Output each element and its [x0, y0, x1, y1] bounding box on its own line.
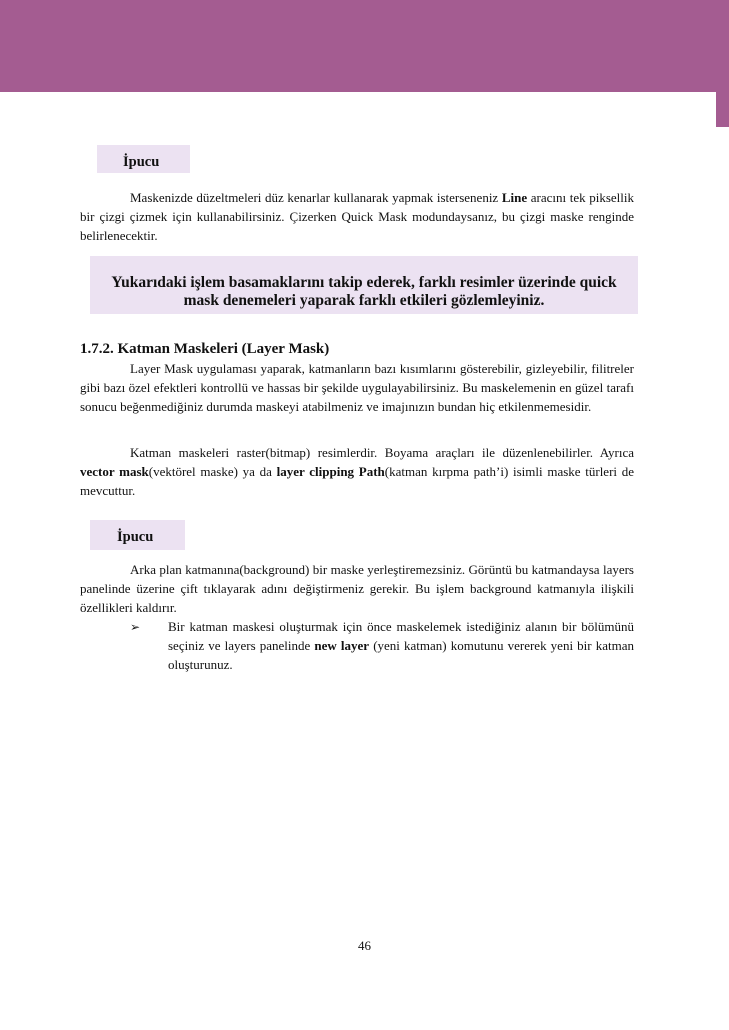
tip-paragraph: [80, 188, 634, 245]
text-run: Arka plan katmanına(background) bir maske yerleştiremezsiniz. Görüntü bu katmandaysa layers panelinde üzerine çift tıklayarak adını değiştirmeniz gerekir. Bu işlem background katmanıyla ilişkili özellikleri kaldırır.: [80, 562, 634, 615]
bullet-item: [168, 617, 634, 674]
layer-mask-paragraph: [80, 359, 634, 416]
text-run: aracını tek piksellik bir çizgi çizmek için kullanabilirsiniz. Çizerken Quick Mask modundaysanız, bu çizgi maske renginde belirlenecektir.: [80, 190, 634, 243]
callout-line-1: Yukarıdaki işlem basamaklarını takip ederek, farklı resimler üzerinde quick: [111, 274, 617, 291]
tip-label: İpucu: [123, 154, 160, 170]
tip-box: [90, 520, 185, 550]
activity-callout: [90, 256, 638, 314]
page-number: 46: [358, 938, 371, 953]
mask-types-paragraph: [80, 443, 634, 500]
tip-label: İpucu: [117, 529, 154, 545]
text-run: Katman maskeleri raster(bitmap) resimlerdir. Boyama araçları ile düzenlenebilirler. Ayrıca: [130, 445, 634, 460]
text-run: Maskenizde düzeltmeleri düz kenarlar kullanarak yapmak isterseneniz: [130, 190, 502, 205]
callout-line-2: mask denemeleri yaparak farklı etkileri gözlemleyiniz.: [183, 292, 545, 309]
arrow-bullet-icon: ➢: [130, 620, 141, 634]
text-run: (yeni katman) komutunu vererek yeni bir katman oluşturunuz.: [168, 638, 635, 672]
text-run: (vektörel maske) ya da: [148, 464, 277, 479]
bold-term: vector mask: [80, 464, 149, 479]
background-paragraph: [80, 560, 634, 617]
text-run: Layer Mask uygulaması yaparak, katmanların bazı kısımlarını gösterebilir, gizleyebilir, filitreler gibi bazı özel efektleri kontrollü ve hassas bir şekilde uygulayabilirsiniz. Bu maskelemenin en güzel tarafı sonucu beğenmediğiniz durumda maskeyi atabilmeniz ve imajınızın bundan hiç etkilenmemesidir.: [80, 361, 634, 414]
bold-term: new layer: [314, 638, 370, 653]
bold-term: Line: [501, 190, 528, 205]
tip-box: [97, 145, 190, 173]
text-run: Bir katman maskesi oluşturmak için önce maskelemek istediğiniz alanın bir bölümünü seçiniz ve layers panelinde: [168, 619, 634, 653]
section-heading: 1.7.2. Katman Maskeleri (Layer Mask): [80, 341, 330, 357]
bold-term: layer clipping Path: [276, 464, 385, 479]
header-tab: [716, 86, 729, 127]
header-band: [0, 0, 729, 92]
text-run: (katman kırpma path’i) isimli maske türleri de mevcuttur.: [80, 464, 635, 498]
